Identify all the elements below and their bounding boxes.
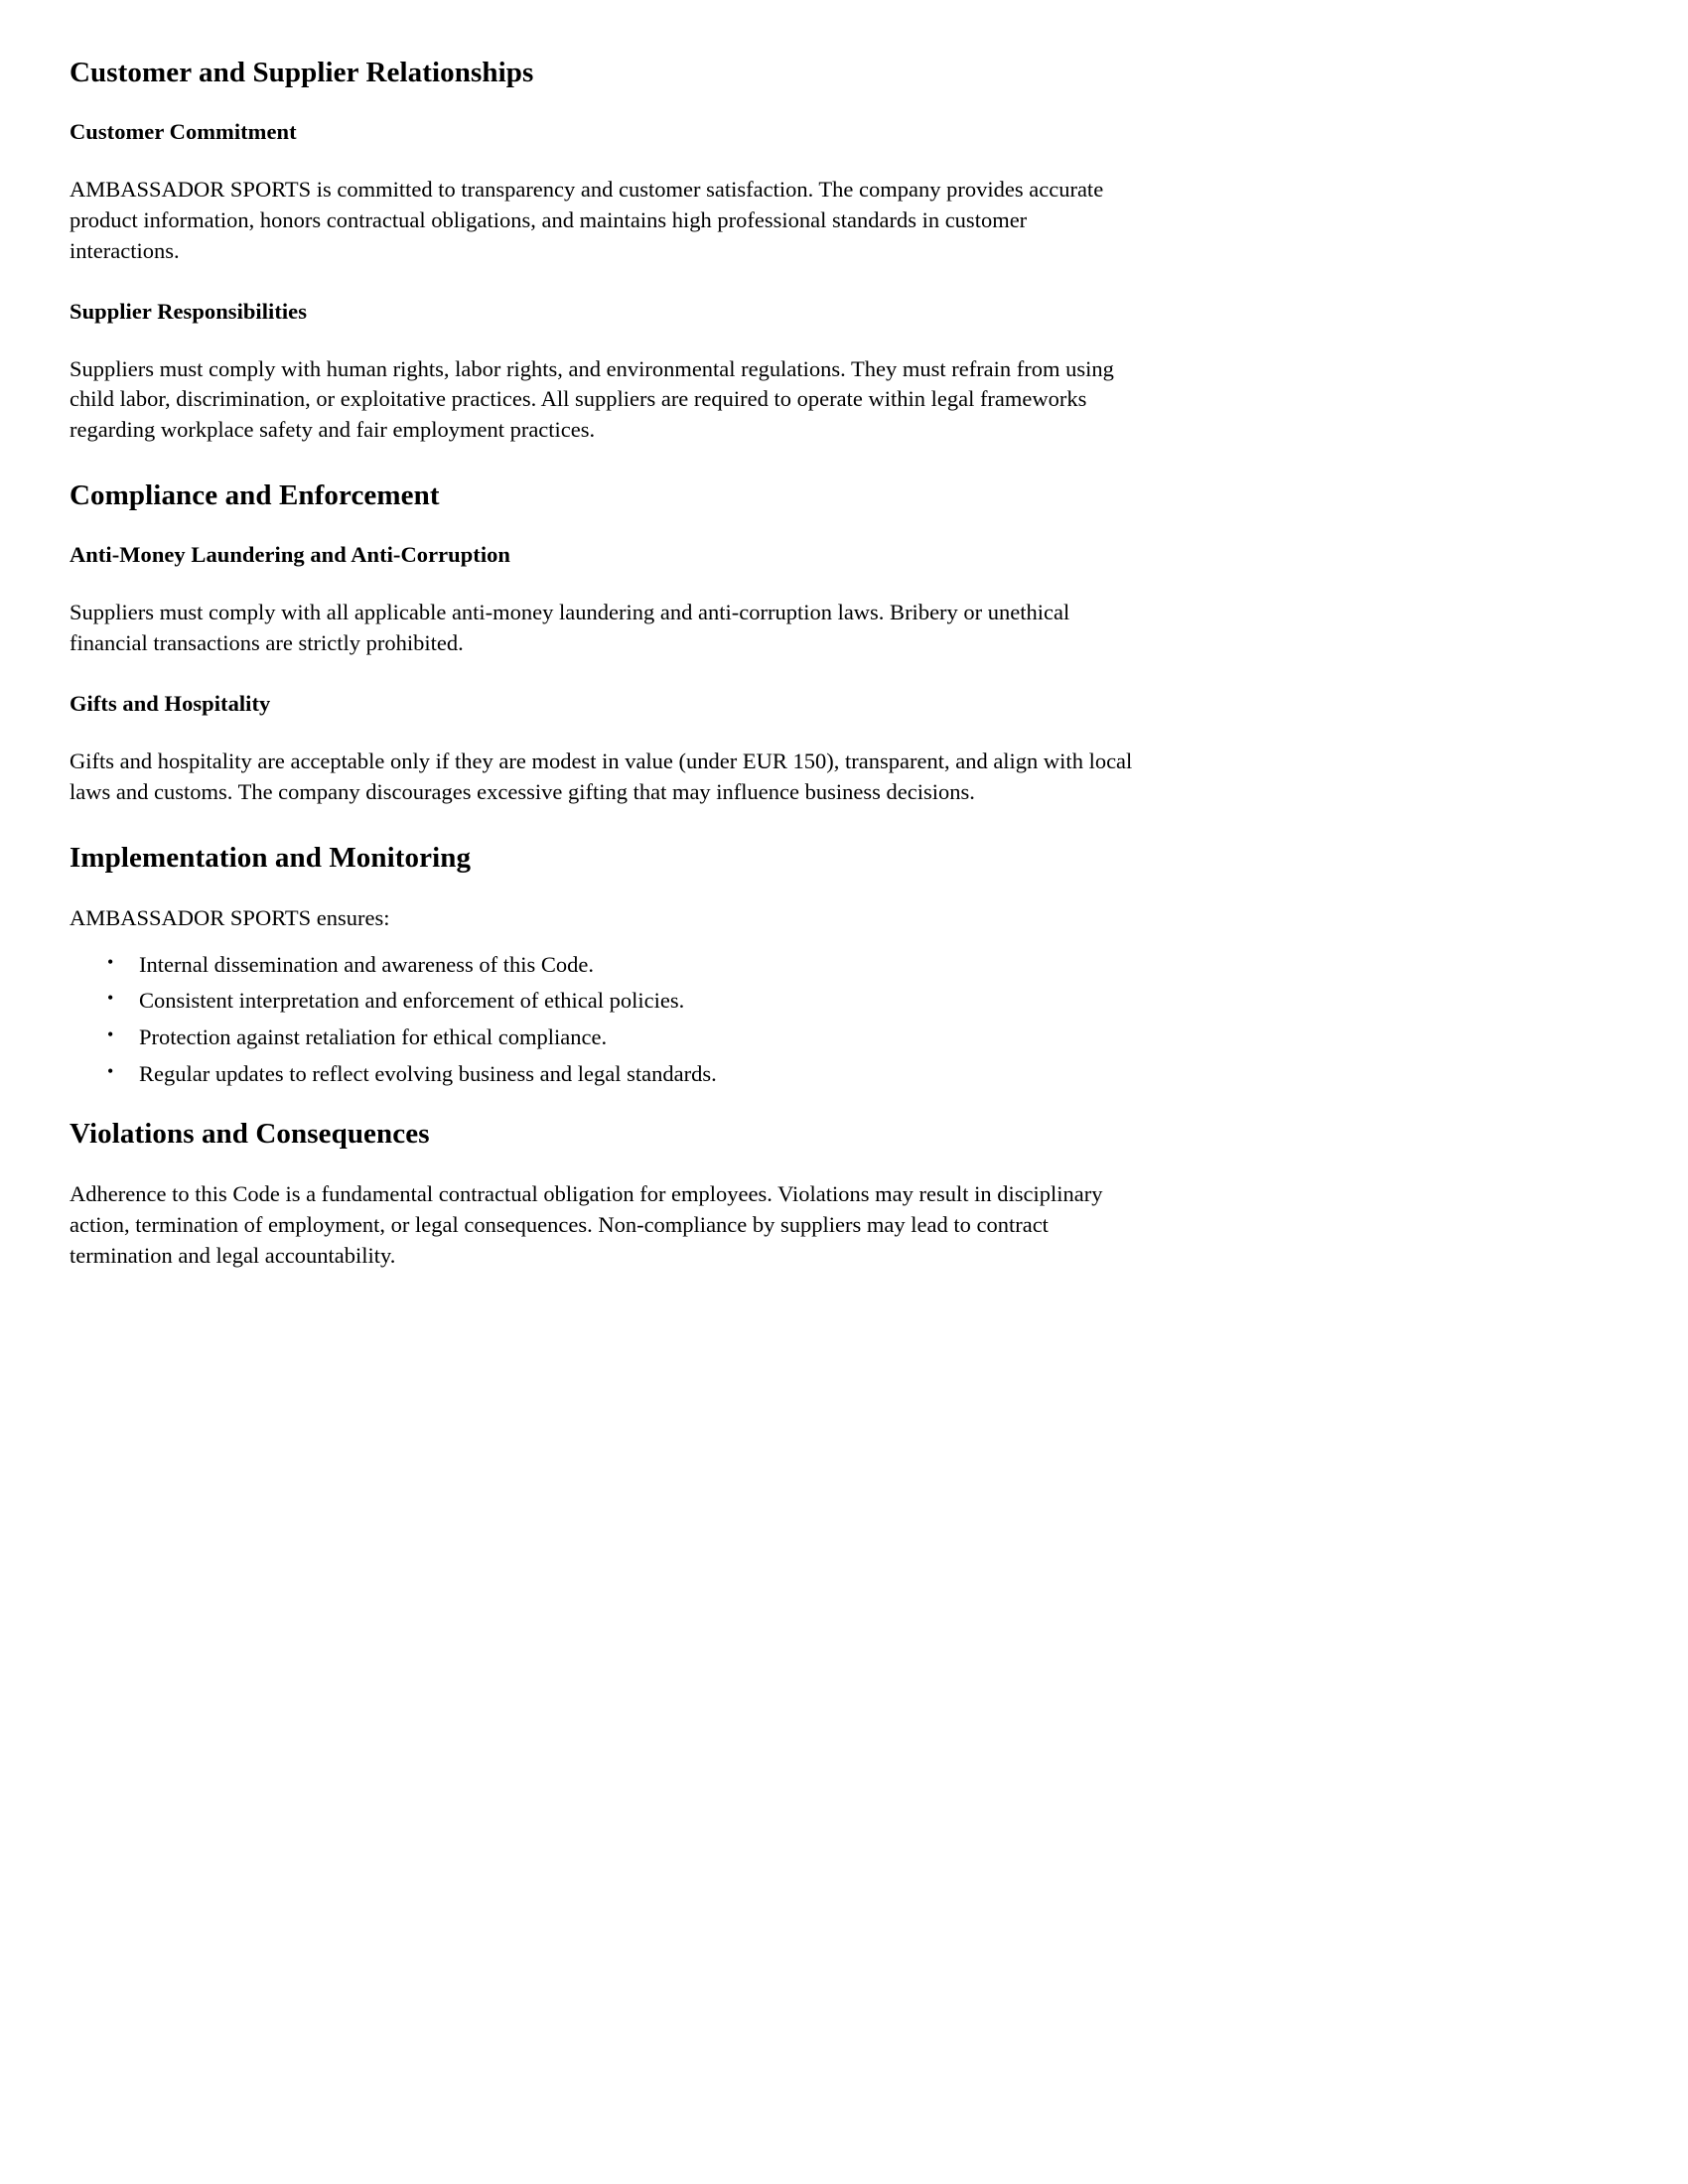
list-item [70, 986, 1134, 1017]
spacer [70, 446, 1134, 478]
sub-heading-anti-money-laundering-and-anti-corruption: Anti-Money Laundering and Anti-Corruption [70, 542, 510, 568]
list-item [70, 1023, 1134, 1053]
list-item-label: Internal dissemination and awareness of this Code. [139, 951, 595, 977]
spacer [70, 808, 1134, 841]
paragraph-gifts-and-hospitality: Gifts and hospitality are acceptable only if they are modest in value (under EUR 150), transparent, and align with local laws and customs. The company discourages excessive gifting that may influence business decisions. [70, 748, 1133, 804]
list-item-label: Protection against retaliation for ethical compliance. [139, 1024, 608, 1050]
spacer [70, 512, 1134, 541]
bullet-icon: • [107, 1061, 114, 1082]
document-body [70, 56, 1134, 1272]
spacer [70, 659, 1134, 690]
section-heading-implementation-and-monitoring: Implementation and Monitoring [70, 841, 472, 874]
section-heading-customer-and-supplier-relationships: Customer and Supplier Relationships [70, 57, 534, 88]
paragraph-supplier-responsibilities: Suppliers must comply with human rights, labor rights, and environmental regulations. They must refrain from using child labor, discrimination, or exploitative practices. All suppliers are required to operate within legal frameworks regarding workplace safety and fair employment practices. [70, 355, 1114, 443]
list-item [70, 950, 1134, 981]
list-item [70, 1059, 1134, 1090]
spacer [70, 875, 1134, 903]
spacer [70, 267, 1134, 298]
spacer [70, 568, 1134, 598]
spacer [70, 145, 1134, 175]
list-item-label: Regular updates to reflect evolving business and legal standards. [139, 1061, 717, 1087]
paragraph-implementation-intro: AMBASSADOR SPORTS ensures: [70, 904, 390, 930]
spacer [70, 1090, 1134, 1117]
sub-heading-supplier-responsibilities: Supplier Responsibilities [70, 298, 308, 324]
bullet-icon: • [107, 988, 114, 1009]
sub-heading-customer-commitment: Customer Commitment [70, 119, 297, 145]
bullet-icon: • [107, 1024, 114, 1045]
implementation-bullet-list [70, 950, 1134, 1090]
spacer [70, 325, 1134, 354]
paragraph-anti-money-laundering-and-anti-corruption: Suppliers must comply with all applicable anti-money laundering and anti-corruption laws. Bribery or unethical financial transactions are strictly prohibited. [70, 600, 1070, 656]
spacer [70, 934, 1134, 950]
spacer [70, 1151, 1134, 1179]
list-item-label: Consistent interpretation and enforcement of ethical policies. [139, 988, 685, 1014]
section-heading-compliance-and-enforcement: Compliance and Enforcement [70, 479, 440, 512]
spacer [70, 89, 1134, 118]
paragraph-customer-commitment: AMBASSADOR SPORTS is committed to transparency and customer satisfaction. The company provides accurate product information, honors contractual obligations, and maintains high professional standards in customer interactions. [70, 177, 1104, 263]
spacer [70, 717, 1134, 747]
paragraph-violations-and-consequences: Adherence to this Code is a fundamental contractual obligation for employees. Violations may result in disciplinary action, termination of employment, or legal consequences. Non-compliance by suppliers may lead to contract termination and legal accountability. [70, 1181, 1103, 1268]
bullet-icon: • [107, 951, 114, 972]
sub-heading-gifts-and-hospitality: Gifts and Hospitality [70, 690, 271, 716]
section-heading-violations-and-consequences: Violations and Consequences [70, 1117, 430, 1150]
